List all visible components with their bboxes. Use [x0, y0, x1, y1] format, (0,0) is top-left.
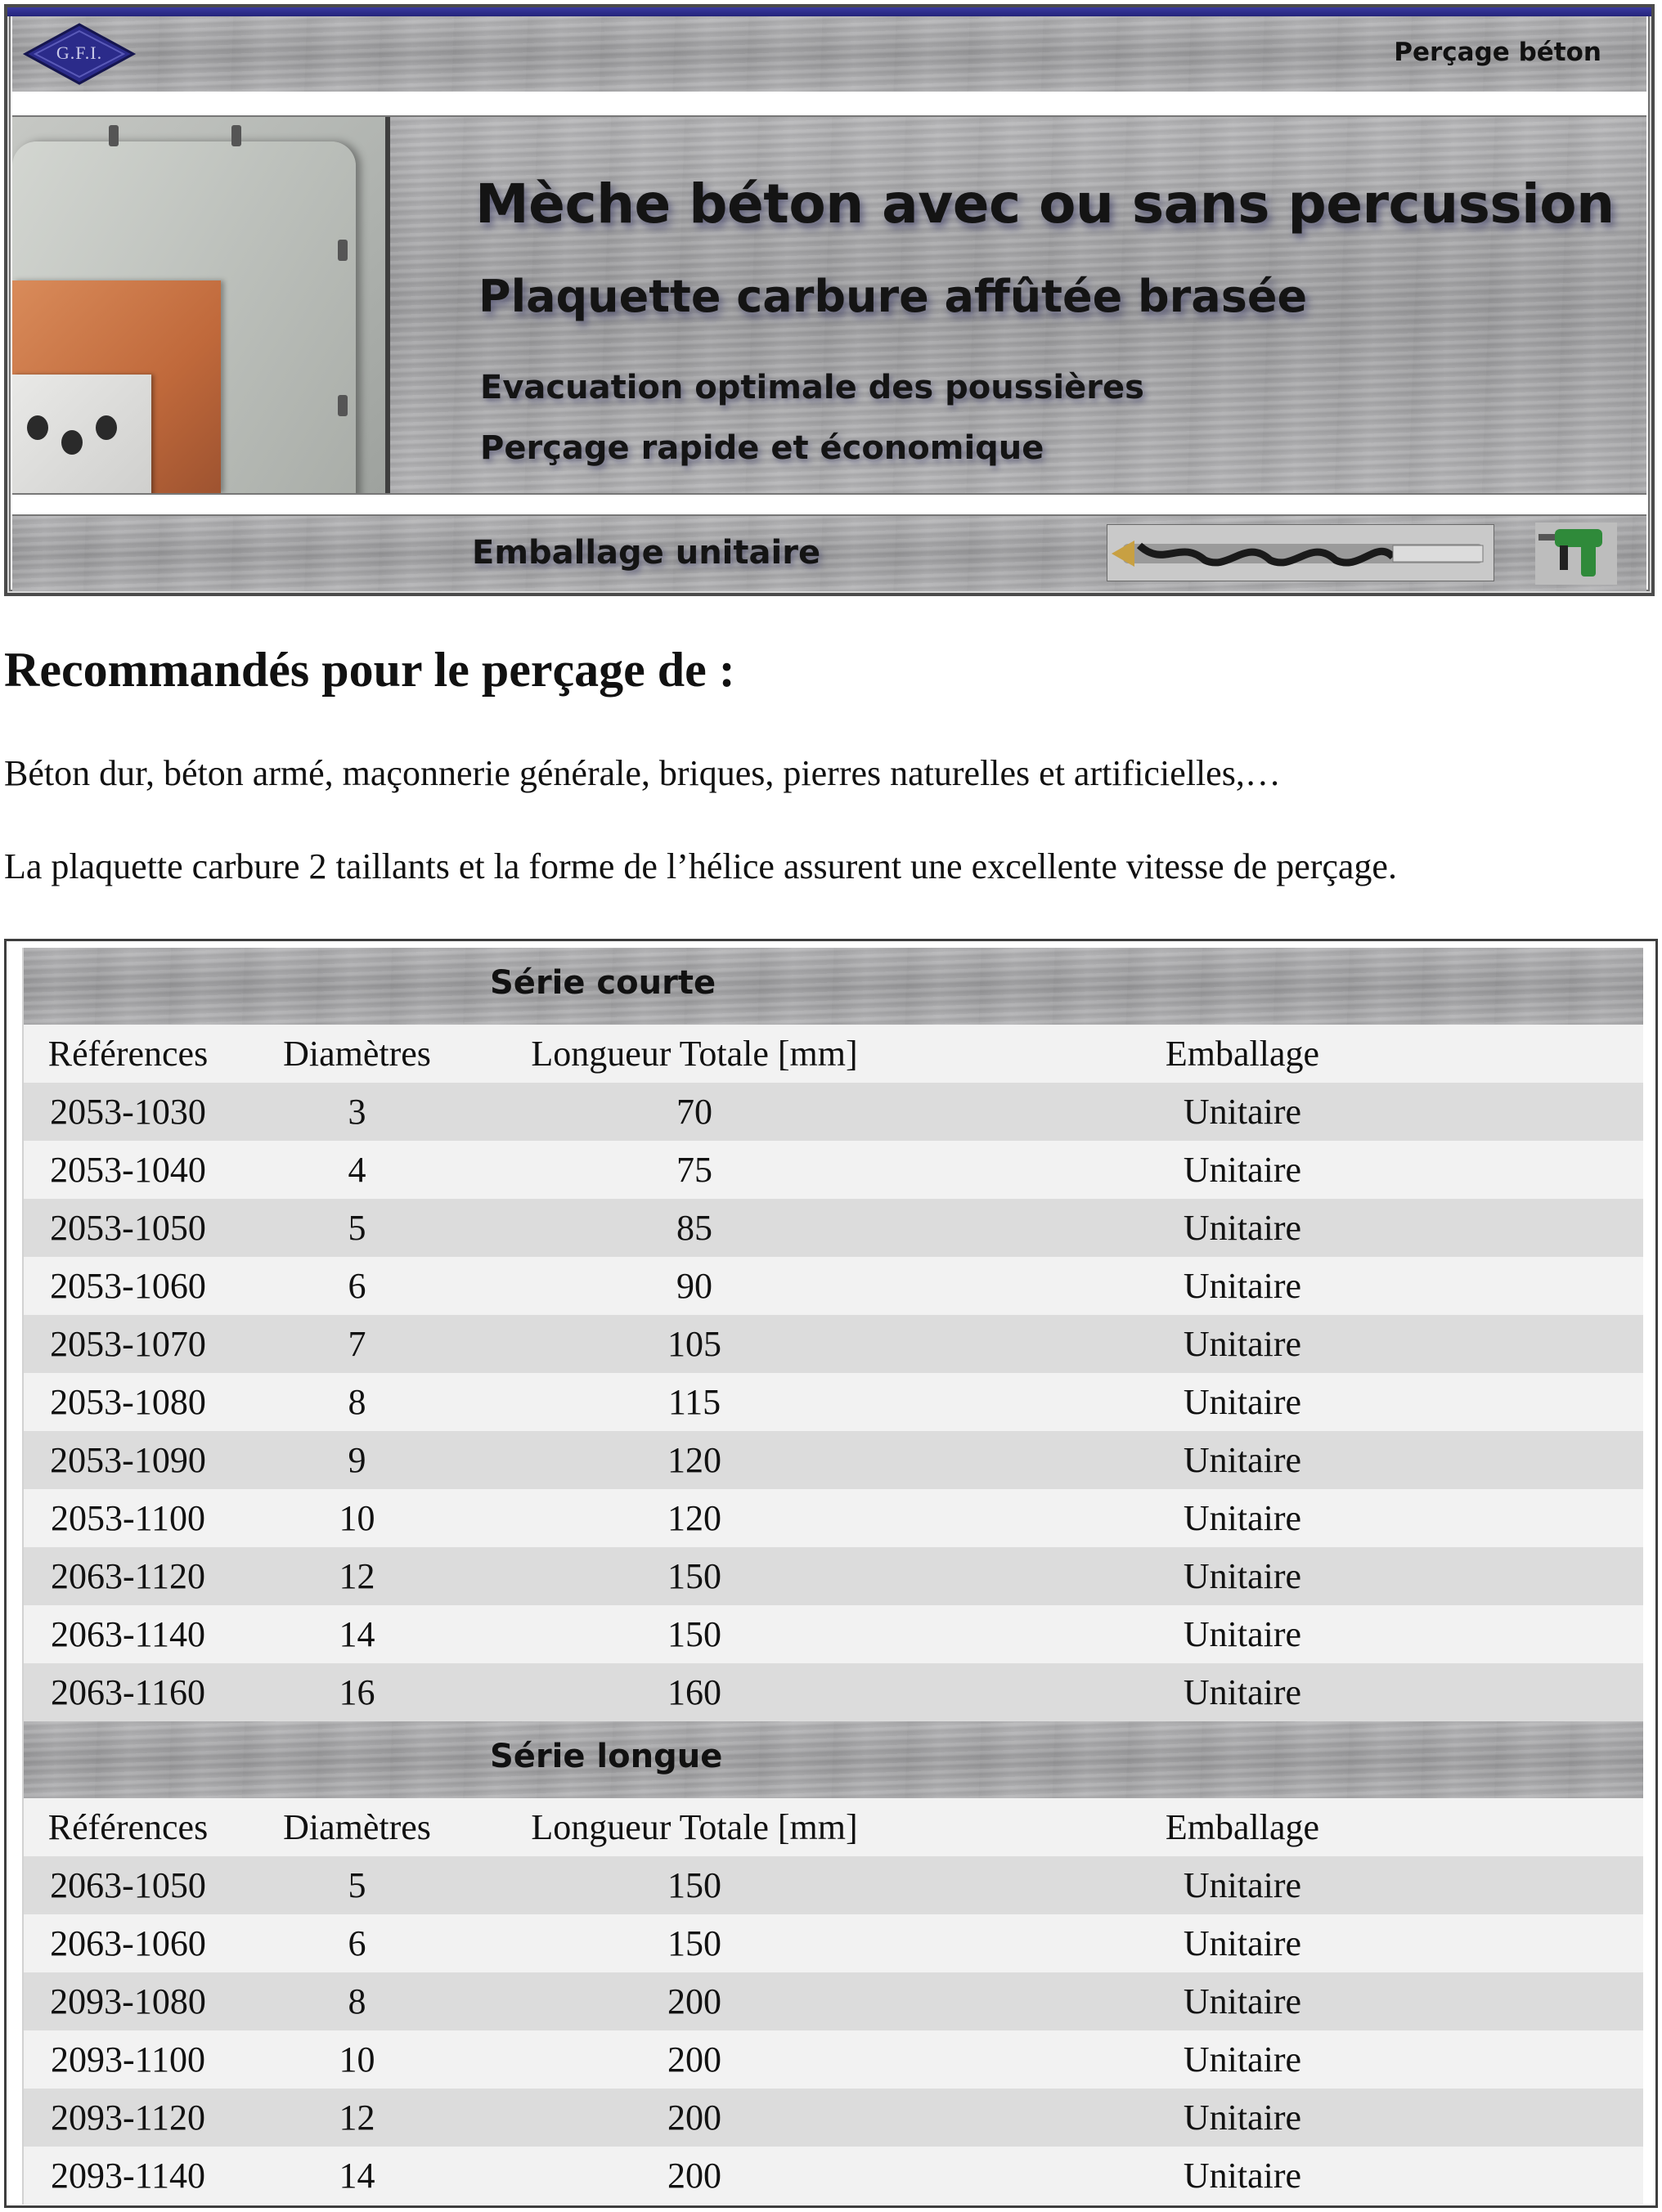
power-drill-icon — [1535, 523, 1617, 585]
table-row — [24, 2089, 1643, 2147]
diameter-cell: 14 — [339, 1614, 375, 1654]
diameter-cell: 6 — [348, 1923, 366, 1963]
reference-cell: 2063-1050 — [50, 1865, 206, 1905]
banner-top-strip — [12, 16, 1646, 92]
bolt-icon — [338, 395, 348, 416]
materials-paragraph: Béton dur, béton armé, maçonnerie générale, briques, pierres naturelles et artificielles,… — [4, 753, 1281, 793]
total-length-cell: 105 — [667, 1324, 721, 1364]
diameter-cell: 8 — [348, 1981, 366, 2021]
total-length-cell: 200 — [667, 2156, 721, 2196]
column-header-row — [24, 1798, 1643, 1856]
reference-cell: 2053-1030 — [50, 1092, 206, 1132]
column-header-packaging: Emballage — [1165, 1807, 1320, 1847]
packaging-cell: Unitaire — [1183, 1092, 1302, 1132]
packaging-label: Emballage unitaire — [472, 534, 821, 572]
reference-cell: 2093-1080 — [50, 1981, 206, 2021]
packaging-cell: Unitaire — [1183, 1266, 1302, 1306]
diameter-cell: 6 — [348, 1266, 366, 1306]
packaging-cell: Unitaire — [1183, 1556, 1302, 1596]
reference-table — [4, 939, 1658, 2208]
packaging-cell: Unitaire — [1183, 2039, 1302, 2080]
total-length-cell: 200 — [667, 2098, 721, 2138]
total-length-cell: 115 — [667, 1382, 721, 1422]
recommended-uses-title: Recommandés pour le perçage de : — [4, 643, 735, 697]
block-hole — [96, 415, 117, 440]
table-row — [24, 1083, 1643, 1141]
packaging-cell: Unitaire — [1183, 2098, 1302, 2138]
diameter-cell: 8 — [348, 1382, 366, 1422]
total-length-cell: 75 — [676, 1150, 712, 1190]
total-length-cell: 200 — [667, 1981, 721, 2021]
column-header-packaging: Emballage — [1165, 1034, 1320, 1074]
diameter-cell: 10 — [339, 1498, 375, 1538]
bolt-icon — [231, 125, 241, 146]
series-header — [24, 1721, 1643, 1798]
diameter-cell: 12 — [339, 2098, 375, 2138]
total-length-cell: 160 — [667, 1672, 721, 1712]
feature-dust-evacuation: Evacuation optimale des poussières — [480, 369, 1144, 406]
table-row — [24, 1856, 1643, 1914]
reference-cell: 2053-1060 — [50, 1266, 206, 1306]
reference-cell: 2093-1120 — [50, 2098, 206, 2138]
bolt-icon — [338, 240, 348, 261]
materials-photo — [12, 117, 390, 493]
total-length-cell: 150 — [667, 1614, 721, 1654]
table-row — [24, 1257, 1643, 1315]
feature-fast-drilling: Perçage rapide et économique — [480, 429, 1044, 467]
total-length-cell: 150 — [667, 1923, 721, 1963]
performance-paragraph: La plaquette carbure 2 taillants et la forme de l’hélice assurent une excellente vitesse de perçage. — [4, 846, 1397, 886]
total-length-cell: 200 — [667, 2039, 721, 2080]
column-header-reference: Références — [47, 1034, 209, 1074]
reference-cell: 2093-1140 — [50, 2156, 206, 2196]
reference-cell: 2053-1050 — [50, 1208, 206, 1248]
block-hole — [61, 430, 83, 455]
reference-cell: 2063-1160 — [50, 1672, 206, 1712]
column-header-diameter: Diamètres — [283, 1034, 431, 1074]
column-header-total-length: Longueur Totale [mm] — [531, 1807, 858, 1847]
table-row — [24, 1489, 1643, 1547]
reference-cell: 2053-1040 — [50, 1150, 206, 1190]
reference-cell: 2053-1080 — [50, 1382, 206, 1422]
diameter-cell: 7 — [348, 1324, 366, 1364]
table-row — [24, 1199, 1643, 1257]
column-header-reference: Références — [47, 1807, 209, 1847]
total-length-cell: 150 — [667, 1556, 721, 1596]
packaging-cell: Unitaire — [1183, 1150, 1302, 1190]
product-subheadline: Plaquette carbure affûtée brasée — [478, 271, 1308, 322]
packaging-cell: Unitaire — [1183, 1865, 1302, 1905]
cinder-block — [12, 375, 151, 493]
series-title: Série courte — [490, 964, 716, 1002]
packaging-cell: Unitaire — [1183, 1498, 1302, 1538]
logo-text: G.F.I. — [56, 43, 103, 63]
diameter-cell: 9 — [348, 1440, 366, 1480]
diameter-cell: 10 — [339, 2039, 375, 2080]
block-hole — [27, 415, 48, 440]
table-row — [24, 1914, 1643, 1972]
reference-cell: 2093-1100 — [50, 2039, 206, 2080]
series-header — [24, 948, 1643, 1025]
table-row — [24, 1547, 1643, 1605]
diameter-cell: 3 — [348, 1092, 366, 1132]
table-row — [24, 1141, 1643, 1199]
table-row — [24, 2030, 1643, 2089]
total-length-cell: 120 — [667, 1440, 721, 1480]
reference-cell: 2053-1100 — [50, 1498, 206, 1538]
diameter-cell: 14 — [339, 2156, 375, 2196]
reference-cell: 2063-1060 — [50, 1923, 206, 1963]
table-body — [22, 948, 1643, 2205]
total-length-cell: 85 — [676, 1208, 712, 1248]
total-length-cell: 150 — [667, 1865, 721, 1905]
total-length-cell: 90 — [676, 1266, 712, 1306]
packaging-cell: Unitaire — [1183, 1382, 1302, 1422]
diameter-cell: 16 — [339, 1672, 375, 1712]
reference-cell: 2053-1070 — [50, 1324, 206, 1364]
drill-bit-icon — [1107, 524, 1494, 581]
diameter-cell: 5 — [348, 1865, 366, 1905]
column-header-diameter: Diamètres — [283, 1807, 431, 1847]
table-row — [24, 2147, 1643, 2205]
packaging-cell: Unitaire — [1183, 1324, 1302, 1364]
series-title: Série longue — [490, 1738, 723, 1775]
page-category-tag: Perçage béton — [1394, 38, 1601, 67]
column-header-row — [24, 1025, 1643, 1083]
gfi-logo — [22, 21, 137, 87]
reference-cell: 2053-1090 — [50, 1440, 206, 1480]
total-length-cell: 120 — [667, 1498, 721, 1538]
column-header-total-length: Longueur Totale [mm] — [531, 1034, 858, 1074]
banner-top-line — [7, 7, 1651, 16]
table-row — [24, 1373, 1643, 1431]
banner-bottom-strip — [12, 514, 1646, 591]
packaging-cell: Unitaire — [1183, 1923, 1302, 1963]
table-row — [24, 1431, 1643, 1489]
product-banner — [4, 4, 1655, 596]
packaging-cell: Unitaire — [1183, 2156, 1302, 2196]
banner-text-panel — [390, 117, 1646, 493]
diameter-cell: 4 — [348, 1150, 366, 1190]
table-row — [24, 1315, 1643, 1373]
reference-cell: 2063-1140 — [50, 1614, 206, 1654]
banner-main-panel — [12, 115, 1646, 495]
packaging-cell: Unitaire — [1183, 1672, 1302, 1712]
packaging-cell: Unitaire — [1183, 1440, 1302, 1480]
table-row — [24, 1663, 1643, 1721]
product-headline: Mèche béton avec ou sans percussion — [475, 173, 1615, 236]
packaging-cell: Unitaire — [1183, 1208, 1302, 1248]
table-row — [24, 1972, 1643, 2030]
diameter-cell: 12 — [339, 1556, 375, 1596]
packaging-cell: Unitaire — [1183, 1981, 1302, 2021]
diameter-cell: 5 — [348, 1208, 366, 1248]
reference-cell: 2063-1120 — [50, 1556, 206, 1596]
packaging-cell: Unitaire — [1183, 1614, 1302, 1654]
total-length-cell: 70 — [676, 1092, 712, 1132]
bolt-icon — [109, 125, 119, 146]
table-row — [24, 1605, 1643, 1663]
